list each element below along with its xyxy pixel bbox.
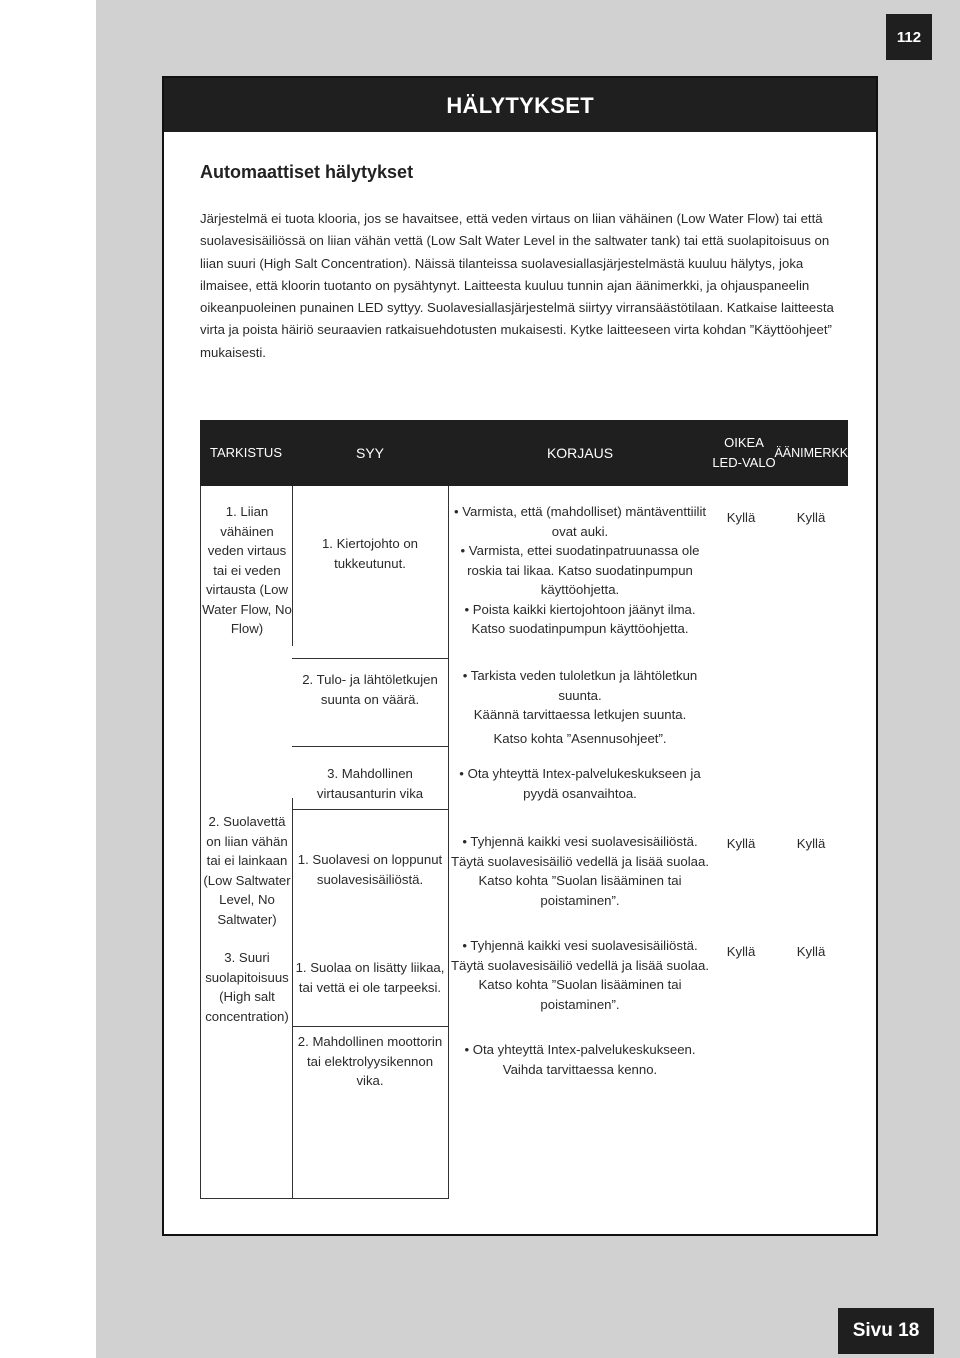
table-cell-cause: 3. Mahdollinen virtausanturin vika [316, 766, 424, 801]
table-cell-fix [452, 666, 708, 748]
header-check: TARKISTUS [210, 445, 282, 460]
table-cell-cause: 2. Tulo- ja lähtöletkujen suunta on väärä. [302, 672, 438, 707]
footer-page-label [838, 1308, 934, 1354]
fix-item: • Tyhjennä kaikki vesi suolavesisäiliöstä. Täytä suolavesisäiliö vedellä ja lisää suolaa. Katso kohta ”Suolan lisääminen tai poistaminen”. [450, 834, 710, 908]
intro-paragraph: Järjestelmä ei tuota klooria, jos se havaitsee, että veden virtaus on liian vähäinen (Low Water Flow) tai että suolavesisäiliössä on liian vähän vettä (Low Salt Water Level in the saltwater tank) tai että suolapitoisuus on liian suuri (High Salt Concentration). Näissä tilanteissa suolavesiallasjärjestelmästä kuuluu hälytys, joka ilmaisee, että kloorin tuotanto on pysähtynyt. Laitteesta kuuluu tunnin ajan äänimerkki, ja ohjauspaneelin oikeanpuoleinen punainen LED syttyy. Suolavesiallasjärjestelmä siirtyy virransäästötilaan. Katkaise laitteesta virta ja poista häiriö seuraavien ratkaisuehdotusten mukaisesti. Kytke laitteeseen virta kohdan ”Käyttöohjeet” mukaisesti. [200, 211, 834, 360]
page-number: 112 [896, 28, 922, 46]
table-cell-fix [452, 764, 708, 803]
header-led: OIKEA LED-VALO [712, 435, 776, 470]
table-cell-cause: 2. Mahdollinen moottorin tai elektrolyysikennon vika. [297, 1034, 443, 1088]
table-cell-fix [452, 502, 708, 639]
table-cell-fix [450, 936, 710, 1014]
fix-item: Vaihda tarvittaessa kenno. [502, 1061, 658, 1077]
fix-item: • Tarkista veden tuloletkun ja lähtöletkun suunta. [462, 668, 698, 703]
fix-item: Katso kohta ”Asennusohjeet”. [493, 730, 667, 746]
fix-item: • Ota yhteyttä Intex-palvelukeskukseen. [464, 1042, 696, 1057]
header-fix: KORJAUS [546, 445, 614, 461]
grid-line [292, 809, 448, 810]
header-cause: SYY [355, 445, 384, 461]
section-title: Automaattiset hälytykset [200, 162, 414, 182]
page-title: HÄLYTYKSET [446, 93, 594, 118]
table-cell-check: 2. Suolavettä on liian vähän tai ei lainkaan (Low Saltwater Level, No Saltwater) [203, 814, 291, 927]
grid-line [200, 1198, 448, 1199]
table-cell-led: Kyllä [726, 510, 756, 525]
table-cell-check: 1. Liian vähäinen veden virtaus tai ei veden virtausta (Low Water Flow, No Flow) [202, 504, 292, 636]
table-cell-cause: 1. Suolaa on lisätty liikaa, tai vettä ei ole tarpeeksi. [295, 960, 445, 995]
table-cell-cause: 1. Suolavesi on loppunut suolavesisäiliöstä. [297, 852, 443, 887]
grid-line [448, 486, 449, 1199]
table-cell-fix [450, 1040, 710, 1079]
page-margin [0, 0, 96, 1358]
fix-item: • Poista kaikki kiertojohtoon jäänyt ilma. Katso suodatinpumpun käyttöohjetta. [464, 601, 696, 636]
fix-item: • Varmista, että (mahdolliset) mäntäventtiilit ovat auki. [453, 504, 707, 539]
header-beep: ÄÄNIMERKKI [774, 446, 852, 460]
table-cell-beep: Kyllä [796, 944, 826, 959]
table-header [200, 420, 852, 486]
table-cell-beep: Kyllä [796, 510, 826, 525]
table-cell-cause: 1. Kiertojohto on tukkeutunut. [321, 536, 419, 571]
table-cell-beep: Kyllä [796, 836, 826, 851]
content-panel [162, 76, 878, 1236]
fix-item: Käännä tarvittaessa letkujen suunta. [473, 707, 687, 722]
footer-label: Sivu 18 [852, 1320, 920, 1341]
fix-item: • Tyhjennä kaikki vesi suolavesisäiliöstä. Täytä suolavesisäiliö vedellä ja lisää suolaa. Katso kohta ”Suolan lisääminen tai poistaminen”. [450, 938, 710, 1012]
grid-line [292, 658, 448, 659]
fix-item: • Ota yhteyttä Intex-palvelukeskukseen ja pyydä osanvaihtoa. [459, 766, 701, 801]
table-cell-check: 3. Suuri suolapitoisuus (High salt concentration) [205, 950, 289, 1024]
table-cell-led: Kyllä [726, 836, 756, 851]
grid-line [292, 746, 448, 747]
table-cell-led: Kyllä [726, 944, 756, 959]
grid-line [292, 486, 293, 646]
page-number-badge [886, 14, 932, 60]
grid-line [292, 1026, 448, 1027]
fix-item: • Varmista, ettei suodatinpatruunassa ole roskia tai likaa. Katso suodatinpumpun käyttöohjetta. [460, 543, 700, 597]
panel-header [164, 78, 876, 132]
table-cell-fix [450, 832, 710, 910]
